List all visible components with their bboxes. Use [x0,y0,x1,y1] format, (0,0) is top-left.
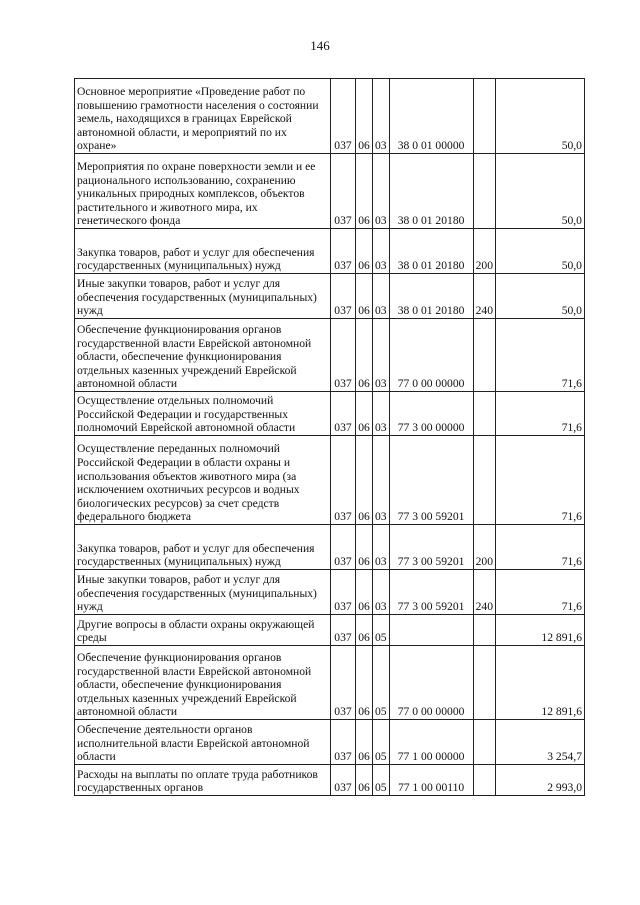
subsection-code: 03 [373,570,390,615]
table-row [75,525,585,570]
section-code: 06 [356,319,373,392]
target-article-code: 38 0 01 20180 [389,274,473,319]
subsection-code: 05 [373,646,390,720]
target-article-code: 38 0 01 00000 [389,79,473,154]
expense-type-code [473,720,495,765]
row-name: Основное мероприятие «Проведение работ по повышению грамотности населения о состоянии земель, находящихся в границах Еврейской автономной области, и мероприятий по их охране» [75,79,331,154]
table-row [75,79,585,154]
amount: 71,6 [495,570,584,615]
ved-code: 037 [331,79,356,154]
subsection-code: 03 [373,319,390,392]
row-name: Закупка товаров, работ и услуг для обеспечения государственных (муниципальных) нужд [75,525,331,570]
table-row [75,765,585,796]
amount: 3 254,7 [495,720,584,765]
section-code: 06 [356,229,373,274]
subsection-code: 03 [373,525,390,570]
ved-code: 037 [331,319,356,392]
target-article-code: 77 0 00 00000 [389,646,473,720]
expense-type-code [473,79,495,154]
subsection-code: 05 [373,720,390,765]
row-name: Иные закупки товаров, работ и услуг для обеспечения государственных (муниципальных) нужд [75,274,331,319]
target-article-code: 77 3 00 00000 [389,392,473,436]
table-row [75,392,585,436]
amount: 71,6 [495,436,584,525]
ved-code: 037 [331,525,356,570]
page-number: 146 [310,38,330,53]
target-article-code: 77 3 00 59201 [389,570,473,615]
section-code: 06 [356,436,373,525]
target-article-code: 77 1 00 00000 [389,720,473,765]
section-code: 06 [356,79,373,154]
ved-code: 037 [331,615,356,646]
amount: 50,0 [495,229,584,274]
expense-type-code: 240 [473,274,495,319]
section-code: 06 [356,392,373,436]
row-name: Осуществление переданных полномочий Российской Федерации в области охраны и использования объектов животного мира (за исключением охотничьих ресурсов и водных биологических ресурсов) за счет средств федерального бюджета [75,436,331,525]
amount: 50,0 [495,79,584,154]
amount: 12 891,6 [495,646,584,720]
section-code: 06 [356,720,373,765]
amount: 50,0 [495,154,584,229]
ved-code: 037 [331,154,356,229]
subsection-code: 03 [373,274,390,319]
table-row [75,720,585,765]
target-article-code: 38 0 01 20180 [389,154,473,229]
target-article-code: 77 3 00 59201 [389,436,473,525]
expense-type-code [473,319,495,392]
ved-code: 037 [331,720,356,765]
amount: 71,6 [495,392,584,436]
ved-code: 037 [331,274,356,319]
ved-code: 037 [331,436,356,525]
amount: 71,6 [495,525,584,570]
row-name: Расходы на выплаты по оплате труда работников государственных органов [75,765,331,796]
subsection-code: 03 [373,436,390,525]
expense-type-code: 240 [473,570,495,615]
section-code: 06 [356,646,373,720]
row-name: Обеспечение деятельности органов исполнительной власти Еврейской автономной области [75,720,331,765]
expense-type-code [473,646,495,720]
section-code: 06 [356,765,373,796]
ved-code: 037 [331,646,356,720]
table-row [75,154,585,229]
row-name: Осуществление отдельных полномочий Российской Федерации и государственных полномочий Еврейской автономной области [75,392,331,436]
expense-type-code [473,765,495,796]
table-row [75,646,585,720]
subsection-code: 03 [373,229,390,274]
expense-type-code [473,392,495,436]
target-article-code: 77 1 00 00110 [389,765,473,796]
row-name: Обеспечение функционирования органов государственной власти Еврейской автономной области, обеспечение функционирования отдельных казенных учреждений Еврейской автономной области [75,319,331,392]
table-row [75,570,585,615]
section-code: 06 [356,154,373,229]
section-code: 06 [356,525,373,570]
table-row [75,615,585,646]
subsection-code: 05 [373,615,390,646]
row-name: Мероприятия по охране поверхности земли и ее рационального использованию, сохранению уникальных природных комплексов, объектов растительного и животного мира, их генетического фонда [75,154,331,229]
row-name: Обеспечение функционирования органов государственной власти Еврейской автономной области, обеспечение функционирования отдельных казенных учреждений Еврейской автономной области [75,646,331,720]
ved-code: 037 [331,229,356,274]
ved-code: 037 [331,392,356,436]
amount: 2 993,0 [495,765,584,796]
expense-type-code: 200 [473,525,495,570]
amount: 50,0 [495,274,584,319]
target-article-code [389,615,473,646]
table-row [75,319,585,392]
budget-table [74,78,585,796]
ved-code: 037 [331,765,356,796]
target-article-code: 38 0 01 20180 [389,229,473,274]
row-name: Иные закупки товаров, работ и услуг для обеспечения государственных (муниципальных) нужд [75,570,331,615]
amount: 12 891,6 [495,615,584,646]
amount: 71,6 [495,319,584,392]
expense-type-code: 200 [473,229,495,274]
expense-type-code [473,436,495,525]
table-row [75,274,585,319]
subsection-code: 05 [373,765,390,796]
row-name: Закупка товаров, работ и услуг для обеспечения государственных (муниципальных) нужд [75,229,331,274]
row-name: Другие вопросы в области охраны окружающей среды [75,615,331,646]
section-code: 06 [356,570,373,615]
table-row [75,229,585,274]
section-code: 06 [356,615,373,646]
subsection-code: 03 [373,392,390,436]
ved-code: 037 [331,570,356,615]
section-code: 06 [356,274,373,319]
target-article-code: 77 3 00 59201 [389,525,473,570]
expense-type-code [473,615,495,646]
subsection-code: 03 [373,79,390,154]
expense-type-code [473,154,495,229]
subsection-code: 03 [373,154,390,229]
table-row [75,436,585,525]
target-article-code: 77 0 00 00000 [389,319,473,392]
